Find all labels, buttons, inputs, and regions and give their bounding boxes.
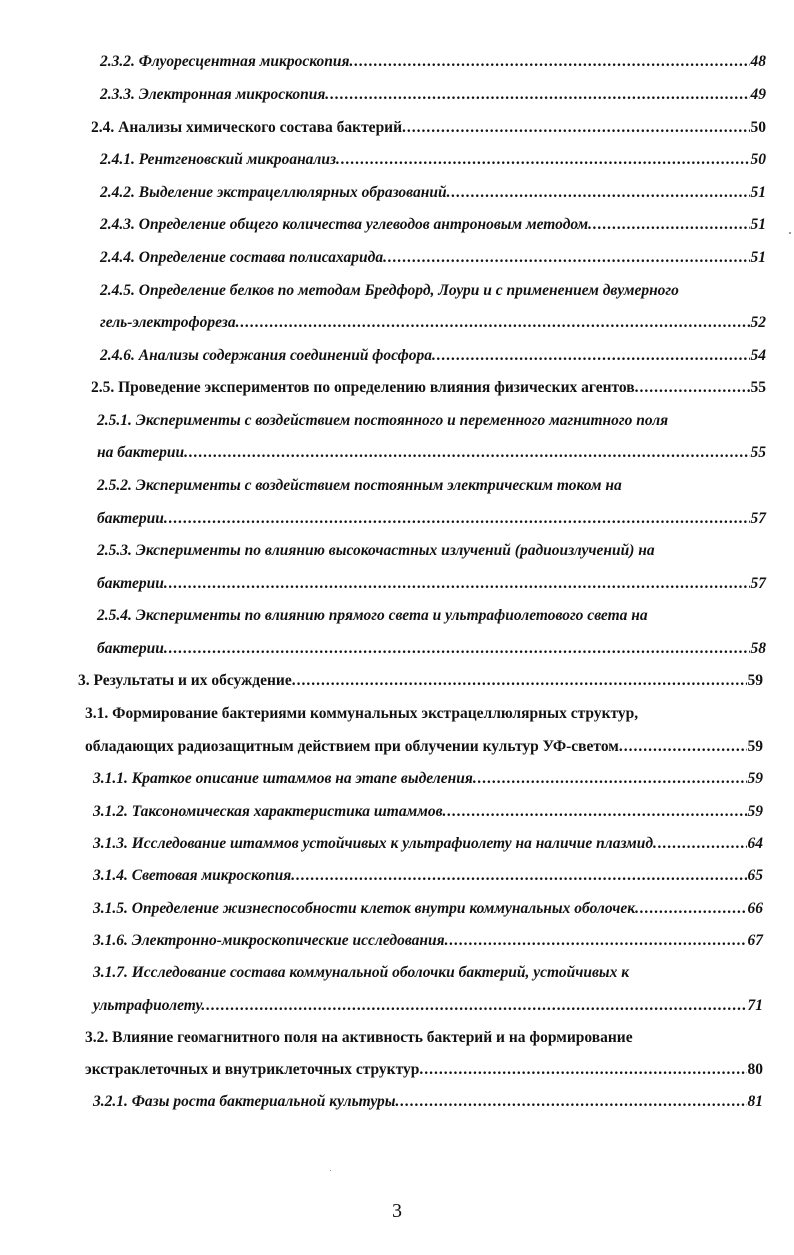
toc-entry-page: 50 (750, 119, 766, 136)
toc-entry-title: 3.1.5. Определение жизнеспособности клеток внутри коммунальных оболочек. (93, 900, 639, 917)
toc-entry (0, 506, 794, 532)
toc-entry (0, 245, 794, 271)
toc-entry (0, 799, 794, 825)
toc-leader-dots (449, 928, 746, 954)
toc-entry-title: ультрафиолету. (93, 997, 206, 1014)
toc-entry-title: 2.4.5. Определение белков по методам Бредфорд, Лоури и с применением двумерного (100, 282, 679, 299)
toc-entry (0, 734, 794, 760)
toc-entry (0, 571, 794, 597)
toc-entry (0, 603, 794, 629)
toc-leader-dots (297, 668, 747, 694)
toc-entry-title: бактерии. (97, 640, 168, 657)
toc-entry-title: бактерии. (97, 575, 168, 592)
toc-leader-dots (407, 115, 750, 141)
toc-entry-title: 2.4.4. Определение состава полисахарида. (100, 249, 387, 266)
toc-entry-title: 2.3.2. Флуоресцентная микроскопия. (100, 53, 354, 70)
toc-entry-title: 2.5.1. Эксперименты с воздействием постоянного и переменного магнитного поля (97, 412, 669, 429)
toc-leader-dots (640, 896, 747, 922)
toc-entry-title: 2.4.6. Анализы содержания соединений фосфора. (100, 347, 436, 364)
toc-entry-title: 2.4. Анализы химического состава бактерий. (91, 119, 406, 136)
toc-entry (0, 180, 794, 206)
toc-entry-page: 54 (750, 347, 766, 364)
toc-entry-title: 2.4.2. Выделение экстрацеллюлярных образований. (100, 184, 451, 201)
toc-entry-page: 57 (750, 575, 766, 592)
toc-leader-dots (593, 212, 749, 238)
toc-entry-page: 64 (747, 835, 763, 852)
scan-speck (789, 232, 791, 234)
toc-entry-page: 49 (750, 86, 766, 103)
toc-entry-page: 81 (747, 1093, 763, 1110)
toc-entry-page: 57 (750, 510, 766, 527)
toc-entry-page: 51 (750, 184, 766, 201)
toc-entry (0, 993, 794, 1019)
toc-entry-page: 67 (747, 932, 763, 949)
toc-entry-title: 3. Результаты и их обсуждение. (78, 672, 296, 689)
toc-entry (0, 1057, 794, 1083)
toc-entry-title: 3.1.1. Краткое описание штаммов на этапе выделения. (93, 770, 477, 787)
toc-leader-dots (341, 147, 750, 173)
scan-speck (330, 1170, 331, 1171)
toc-entry-page: 59 (747, 770, 763, 787)
toc-leader-dots (424, 1057, 746, 1083)
toc-entry (0, 310, 794, 336)
toc-leader-dots (447, 799, 746, 825)
toc-entry (0, 343, 794, 369)
toc-entry (0, 766, 794, 792)
toc-entry-title: на бактерии. (97, 444, 188, 461)
toc-entry (0, 212, 794, 238)
toc-entry-page: 66 (747, 900, 763, 917)
toc-leader-dots (451, 180, 749, 206)
toc-leader-dots (189, 440, 750, 466)
toc-entry-page: 65 (747, 867, 763, 884)
toc-entry-title: 2.5. Проведение экспериментов по определению влияния физических агентов. (91, 379, 639, 396)
toc-entry (0, 928, 794, 954)
toc-leader-dots (658, 831, 747, 857)
toc-leader-dots (478, 766, 747, 792)
toc-entry-title: 3.1.6. Электронно-микроскопические исследования. (93, 932, 449, 949)
toc-entry (0, 473, 794, 499)
toc-entry-title: 2.5.2. Эксперименты с воздействием постоянным электрическим током на (97, 477, 622, 494)
toc-entry (0, 440, 794, 466)
toc-entry-page: 80 (747, 1061, 763, 1078)
toc-entry-page: 55 (750, 444, 766, 461)
toc-entry (0, 375, 794, 401)
toc-entry-page: 55 (750, 379, 766, 396)
toc-leader-dots (388, 245, 750, 271)
toc-entry-page: 51 (750, 249, 766, 266)
toc-entry-page: 59 (747, 672, 763, 689)
toc-entry (0, 82, 794, 108)
toc-entry-title: 3.1.3. Исследование штаммов устойчивых к ультрафиолету на наличие плазмид. (93, 835, 657, 852)
toc-entry-page: 48 (750, 53, 766, 70)
toc-entry-page: 58 (750, 640, 766, 657)
toc-leader-dots (206, 993, 746, 1019)
toc-entry-page: 71 (747, 997, 763, 1014)
toc-leader-dots (330, 82, 749, 108)
toc-entry-title: экстраклеточных и внутриклеточных структур. (85, 1061, 424, 1078)
toc-leader-dots (240, 310, 749, 336)
toc-leader-dots (169, 571, 750, 597)
toc-entry (0, 408, 794, 434)
toc-entry-title: 3.2. Влияние геомагнитного поля на активность бактерий и на формирование (85, 1029, 633, 1046)
toc-leader-dots (354, 49, 749, 75)
toc-leader-dots (400, 1089, 746, 1115)
toc-entry (0, 115, 794, 141)
toc-leader-dots (296, 863, 746, 889)
toc-entry-title: 3.1.2. Таксономическая характеристика штаммов. (93, 803, 447, 820)
toc-entry-title: 3.1. Формирование бактериями коммунальных экстрацеллюлярных структур, (85, 705, 639, 722)
toc-entry-page: 52 (750, 314, 766, 331)
toc-entry-title: бактерии. (97, 510, 168, 527)
toc-entry-title: 2.5.3. Эксперименты по влиянию высокочастных излучений (радиоизлучений) на (97, 542, 655, 559)
toc-entry (0, 1025, 794, 1051)
toc-entry (0, 147, 794, 173)
toc-leader-dots (640, 375, 750, 401)
toc-leader-dots (437, 343, 750, 369)
toc-entry-title: 2.5.4. Эксперименты по влиянию прямого света и ультрафиолетового света на (97, 607, 648, 624)
toc-entry (0, 49, 794, 75)
toc-entry (0, 668, 794, 694)
toc-entry (0, 831, 794, 857)
toc-entry (0, 863, 794, 889)
toc-entry (0, 278, 794, 304)
toc-entry-page: 59 (747, 738, 763, 755)
toc-leader-dots (169, 506, 750, 532)
page-number: 3 (392, 1200, 402, 1222)
toc-entry-page: 59 (747, 803, 763, 820)
toc-entry (0, 636, 794, 662)
toc-entry-title: обладающих радиозащитным действием при облучении культур УФ-светом. (85, 738, 623, 755)
toc-entry-title: 3.2.1. Фазы роста бактериальной культуры. (93, 1093, 400, 1110)
toc-leader-dots (169, 636, 750, 662)
toc-entry-page: 50 (750, 151, 766, 168)
toc-entry (0, 701, 794, 727)
toc-entry (0, 538, 794, 564)
toc-entry-title: 3.1.7. Исследование состава коммунальной оболочки бактерий, устойчивых к (93, 964, 630, 981)
toc-entry-title: 2.4.3. Определение общего количества углеводов антроновым методом. (100, 216, 593, 233)
toc-entry (0, 1089, 794, 1115)
toc-leader-dots (624, 734, 747, 760)
toc-entry-title: 2.4.1. Рентгеновский микроанализ. (100, 151, 340, 168)
toc-entry-title: 3.1.4. Световая микроскопия. (93, 867, 296, 884)
toc-entry-title: 2.3.3. Электронная микроскопия. (100, 86, 330, 103)
toc-entry (0, 896, 794, 922)
toc-entry-title: гель-электрофореза. (100, 314, 240, 331)
toc-entry-page: 51 (750, 216, 766, 233)
toc-entry (0, 960, 794, 986)
